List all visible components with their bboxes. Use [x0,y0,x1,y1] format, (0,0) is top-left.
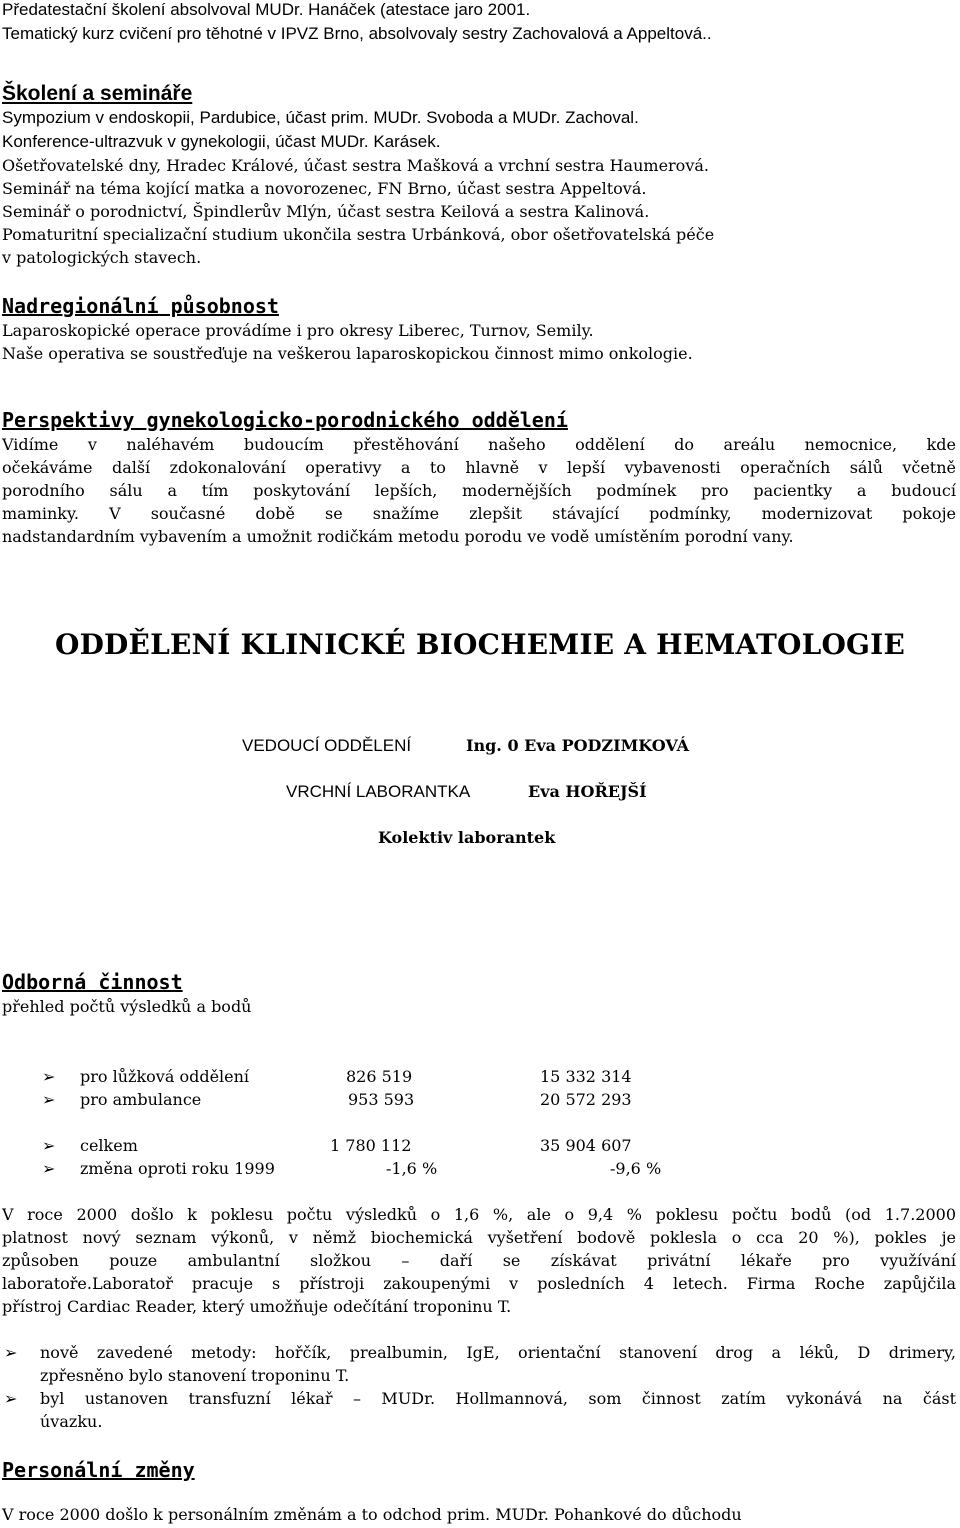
arrow-bullet-icon: ➢ [4,1343,18,1362]
intro-line-2: Tematický kurz cvičení pro těhotné v IPVZ Brno, absolvovaly sestry Zachovalová a Appeltová.. [2,24,712,43]
section-heading-personalni: Personální změny [2,1458,195,1482]
stats-results: 953 593 [348,1090,415,1109]
skoleni-line: Seminář na téma kojící matka a novorozenec, FN Brno, účast sestra Appeltová. [2,179,647,198]
arrow-bullet-icon: ➢ [42,1090,56,1109]
stats-results: 1 780 112 [330,1136,412,1155]
stats-points: 15 332 314 [540,1067,632,1086]
chief-laborant-label: VRCHNÍ LABORANTKA [286,782,471,801]
stats-results: 826 519 [346,1067,413,1086]
section-heading-odborna: Odborná činnost [2,970,183,994]
perspektivy-line: Vidíme v naléhavém budoucím přestěhování našeho oddělení do areálu nemocnice, kde [2,435,956,454]
perspektivy-line: porodního sálu a tím poskytování lepších, modernějších podmínek pro pacientky a budoucí [2,481,956,500]
stats-label: celkem [80,1136,138,1155]
odborna-paragraph-line: způsoben pouze ambulantní složkou – daří se získávat privátní lékaře pro využívání [2,1251,956,1270]
stats-row [0,1067,960,1089]
stats-points: 20 572 293 [540,1090,632,1109]
chief-laborant-name: Eva HOŘEJŠÍ [528,782,647,801]
stats-label: změna oproti roku 1999 [80,1159,275,1178]
skoleni-line: v patologických stavech. [2,248,202,267]
stats-row [0,1159,960,1181]
intro-line-1: Předatestační školení absolvoval MUDr. Hanáček (atestace jaro 2001. [2,0,531,19]
section-heading-skoleni: Školení a semináře [2,82,193,105]
arrow-bullet-icon: ➢ [4,1389,18,1408]
skoleni-line: Sympozium v endoskopii, Pardubice, účast prim. MUDr. Svoboda a MUDr. Zachoval. [2,108,639,127]
odborna-paragraph-line: platnost nový seznam výkonů, v němž biochemická vyšetření bodově poklesla o cca 20 %), pokles je [2,1228,956,1247]
stats-row [0,1136,960,1158]
odborna-paragraph-line: V roce 2000 došlo k poklesu počtu výsledků o 1,6 %, ale o 9,4 % poklesu počtu bodů (od 1.7.2000 [2,1205,956,1224]
odborna-subheading: přehled počtů výsledků a bodů [2,997,252,1016]
stats-results: -1,6 % [386,1159,438,1178]
team-label: Kolektiv laborantek [378,828,556,847]
stats-points: 35 904 607 [540,1136,632,1155]
skoleni-line: Seminář o porodnictví, Špindlerův Mlýn, účast sestra Keilová a sestra Kalinová. [2,202,650,221]
department-head-name: Ing. 0 Eva PODZIMKOVÁ [466,736,690,755]
stats-row [0,1090,960,1112]
arrow-bullet-icon: ➢ [42,1136,56,1155]
bullet-line: zpřesněno bylo stanovení troponinu T. [40,1366,350,1385]
section-heading-perspektivy: Perspektivy gynekologicko-porodnického oddělení [2,408,568,432]
skoleni-line: Ošetřovatelské dny, Hradec Králové, účast sestra Mašková a vrchní sestra Haumerová. [2,156,709,175]
skoleni-line: Pomaturitní specializační studium ukončila sestra Urbánková, obor ošetřovatelská péče [2,225,715,244]
department-title: ODDĚLENÍ KLINICKÉ BIOCHEMIE A HEMATOLOGIE [54,628,906,661]
bullet-line: nově zavedené metody: hořčík, prealbumin, IgE, orientační stanovení drog a léků, D drimery, [40,1343,956,1362]
stats-label: pro lůžková oddělení [80,1067,250,1086]
perspektivy-line: maminky. V současné době se snažíme zlepšit stávající podmínky, modernizovat pokoje [2,504,956,523]
arrow-bullet-icon: ➢ [42,1159,56,1178]
perspektivy-line-last: nadstandardním vybavením a umožnit rodičkám metodu porodu ve vodě umístěním porodní vany. [2,527,794,546]
department-head-label: VEDOUCÍ ODDĚLENÍ [242,736,412,755]
odborna-paragraph-last: přístroj Cardiac Reader, který umožňuje odečítání troponinu T. [2,1297,512,1316]
stats-label: pro ambulance [80,1090,202,1109]
nadregionalni-line: Laparoskopické operace provádíme i pro okresy Liberec, Turnov, Semily. [2,321,594,340]
bullet-line: byl ustanoven transfuzní lékař – MUDr. Hollmannová, som činnost zatím vykonává na část [40,1389,956,1408]
personalni-line: V roce 2000 došlo k personálním změnám a to odchod prim. MUDr. Pohankové do důchodu [2,1505,742,1524]
skoleni-line: Konference-ultrazvuk v gynekologii, účast MUDr. Karásek. [2,132,441,151]
odborna-paragraph-line: laboratoře.Laboratoř pracuje s přístroji zakoupenými v posledních 4 letech. Firma Roche zapůjčila [2,1274,956,1293]
section-heading-nadregionalni: Nadregionální působnost [2,294,279,318]
nadregionalni-line: Naše operativa se soustřeďuje na veškerou laparoskopickou činnost mimo onkologie. [2,344,693,363]
perspektivy-line: očekáváme další zdokonalování operativy a to hlavně v lepší vybavenosti operačních sálů včetně [2,458,956,477]
bullet-line: úvazku. [40,1412,103,1431]
arrow-bullet-icon: ➢ [42,1067,56,1086]
stats-points: -9,6 % [610,1159,662,1178]
